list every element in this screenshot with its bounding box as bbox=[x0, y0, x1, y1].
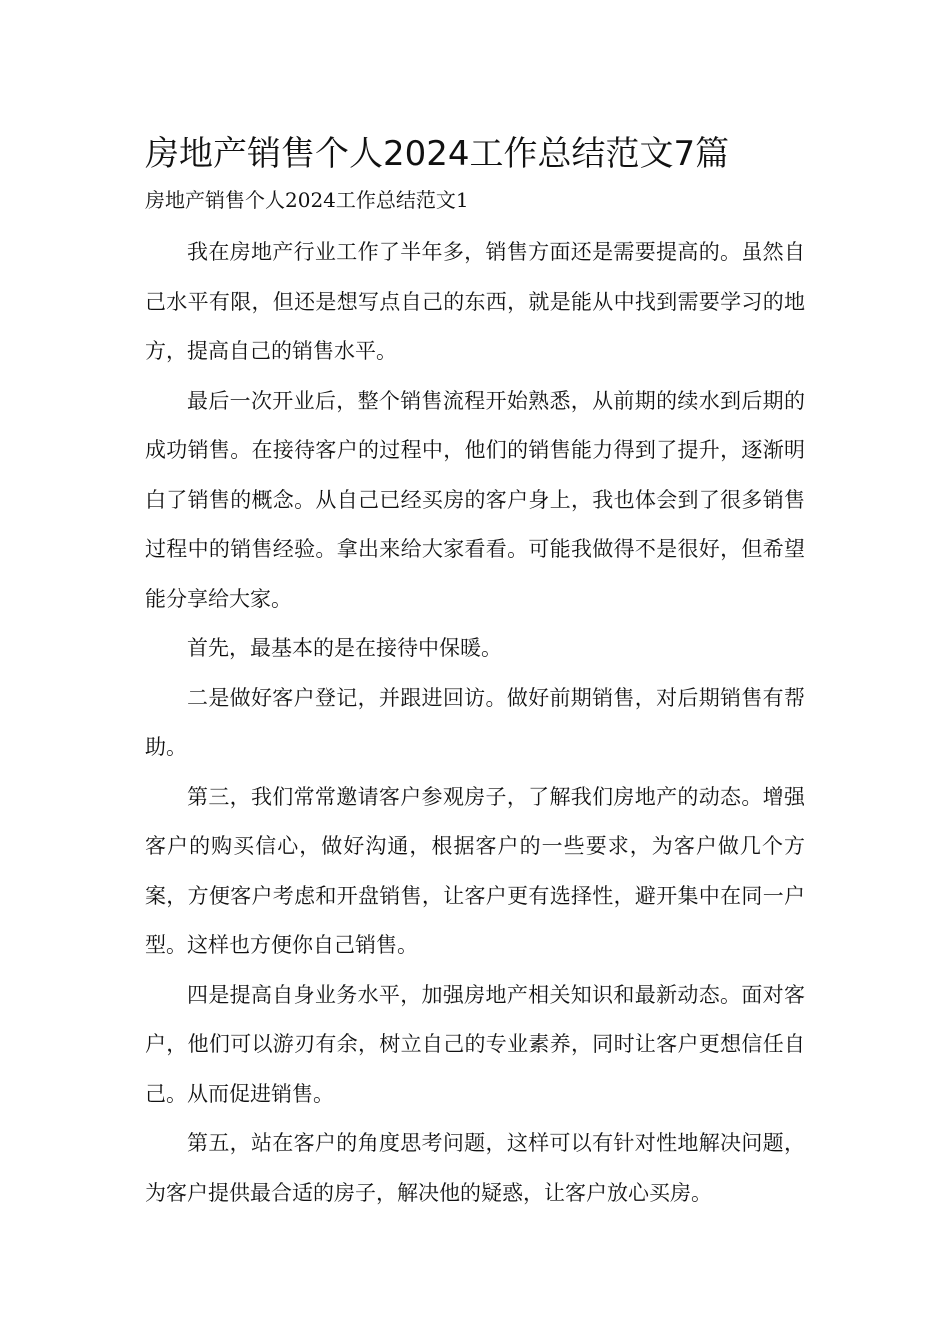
paragraph: 首先，最基本的是在接待中保暖。 bbox=[187, 636, 502, 660]
paragraph: 二是做好客户登记，并跟进回访。做好前期销售，对后期销售有帮助。 bbox=[145, 685, 805, 759]
document-body bbox=[145, 228, 805, 1218]
document-title: 房地产销售个人2024工作总结范文7篇 bbox=[145, 134, 730, 174]
paragraph: 第五，站在客户的角度思考问题，这样可以有针对性地解决问题，为客户提供最合适的房子，解决他的疑惑，让客户放心买房。 bbox=[145, 1131, 805, 1205]
paragraph: 第三，我们常常邀请客户参观房子，了解我们房地产的动态。增强客户的购买信心，做好沟通，根据客户的一些要求，为客户做几个方案，方便客户考虑和开盘销售，让客户更有选择性，避开集中在同一户型。这样也方便你自己销售。 bbox=[145, 784, 805, 957]
document-subtitle: 房地产销售个人2024工作总结范文1 bbox=[145, 188, 469, 212]
paragraph: 最后一次开业后，整个销售流程开始熟悉，从前期的续水到后期的成功销售。在接待客户的过程中，他们的销售能力得到了提升，逐渐明白了销售的概念。从自己已经买房的客户身上，我也体会到了很多销售过程中的销售经验。拿出来给大家看看。可能我做得不是很好，但希望能分享给大家。 bbox=[145, 388, 805, 611]
paragraph: 四是提高自身业务水平，加强房地产相关知识和最新动态。面对客户，他们可以游刃有余，树立自己的专业素养，同时让客户更想信任自己。从而促进销售。 bbox=[145, 982, 805, 1106]
paragraph: 我在房地产行业工作了半年多，销售方面还是需要提高的。虽然自己水平有限，但还是想写点自己的东西，就是能从中找到需要学习的地方，提高自己的销售水平。 bbox=[145, 240, 805, 363]
